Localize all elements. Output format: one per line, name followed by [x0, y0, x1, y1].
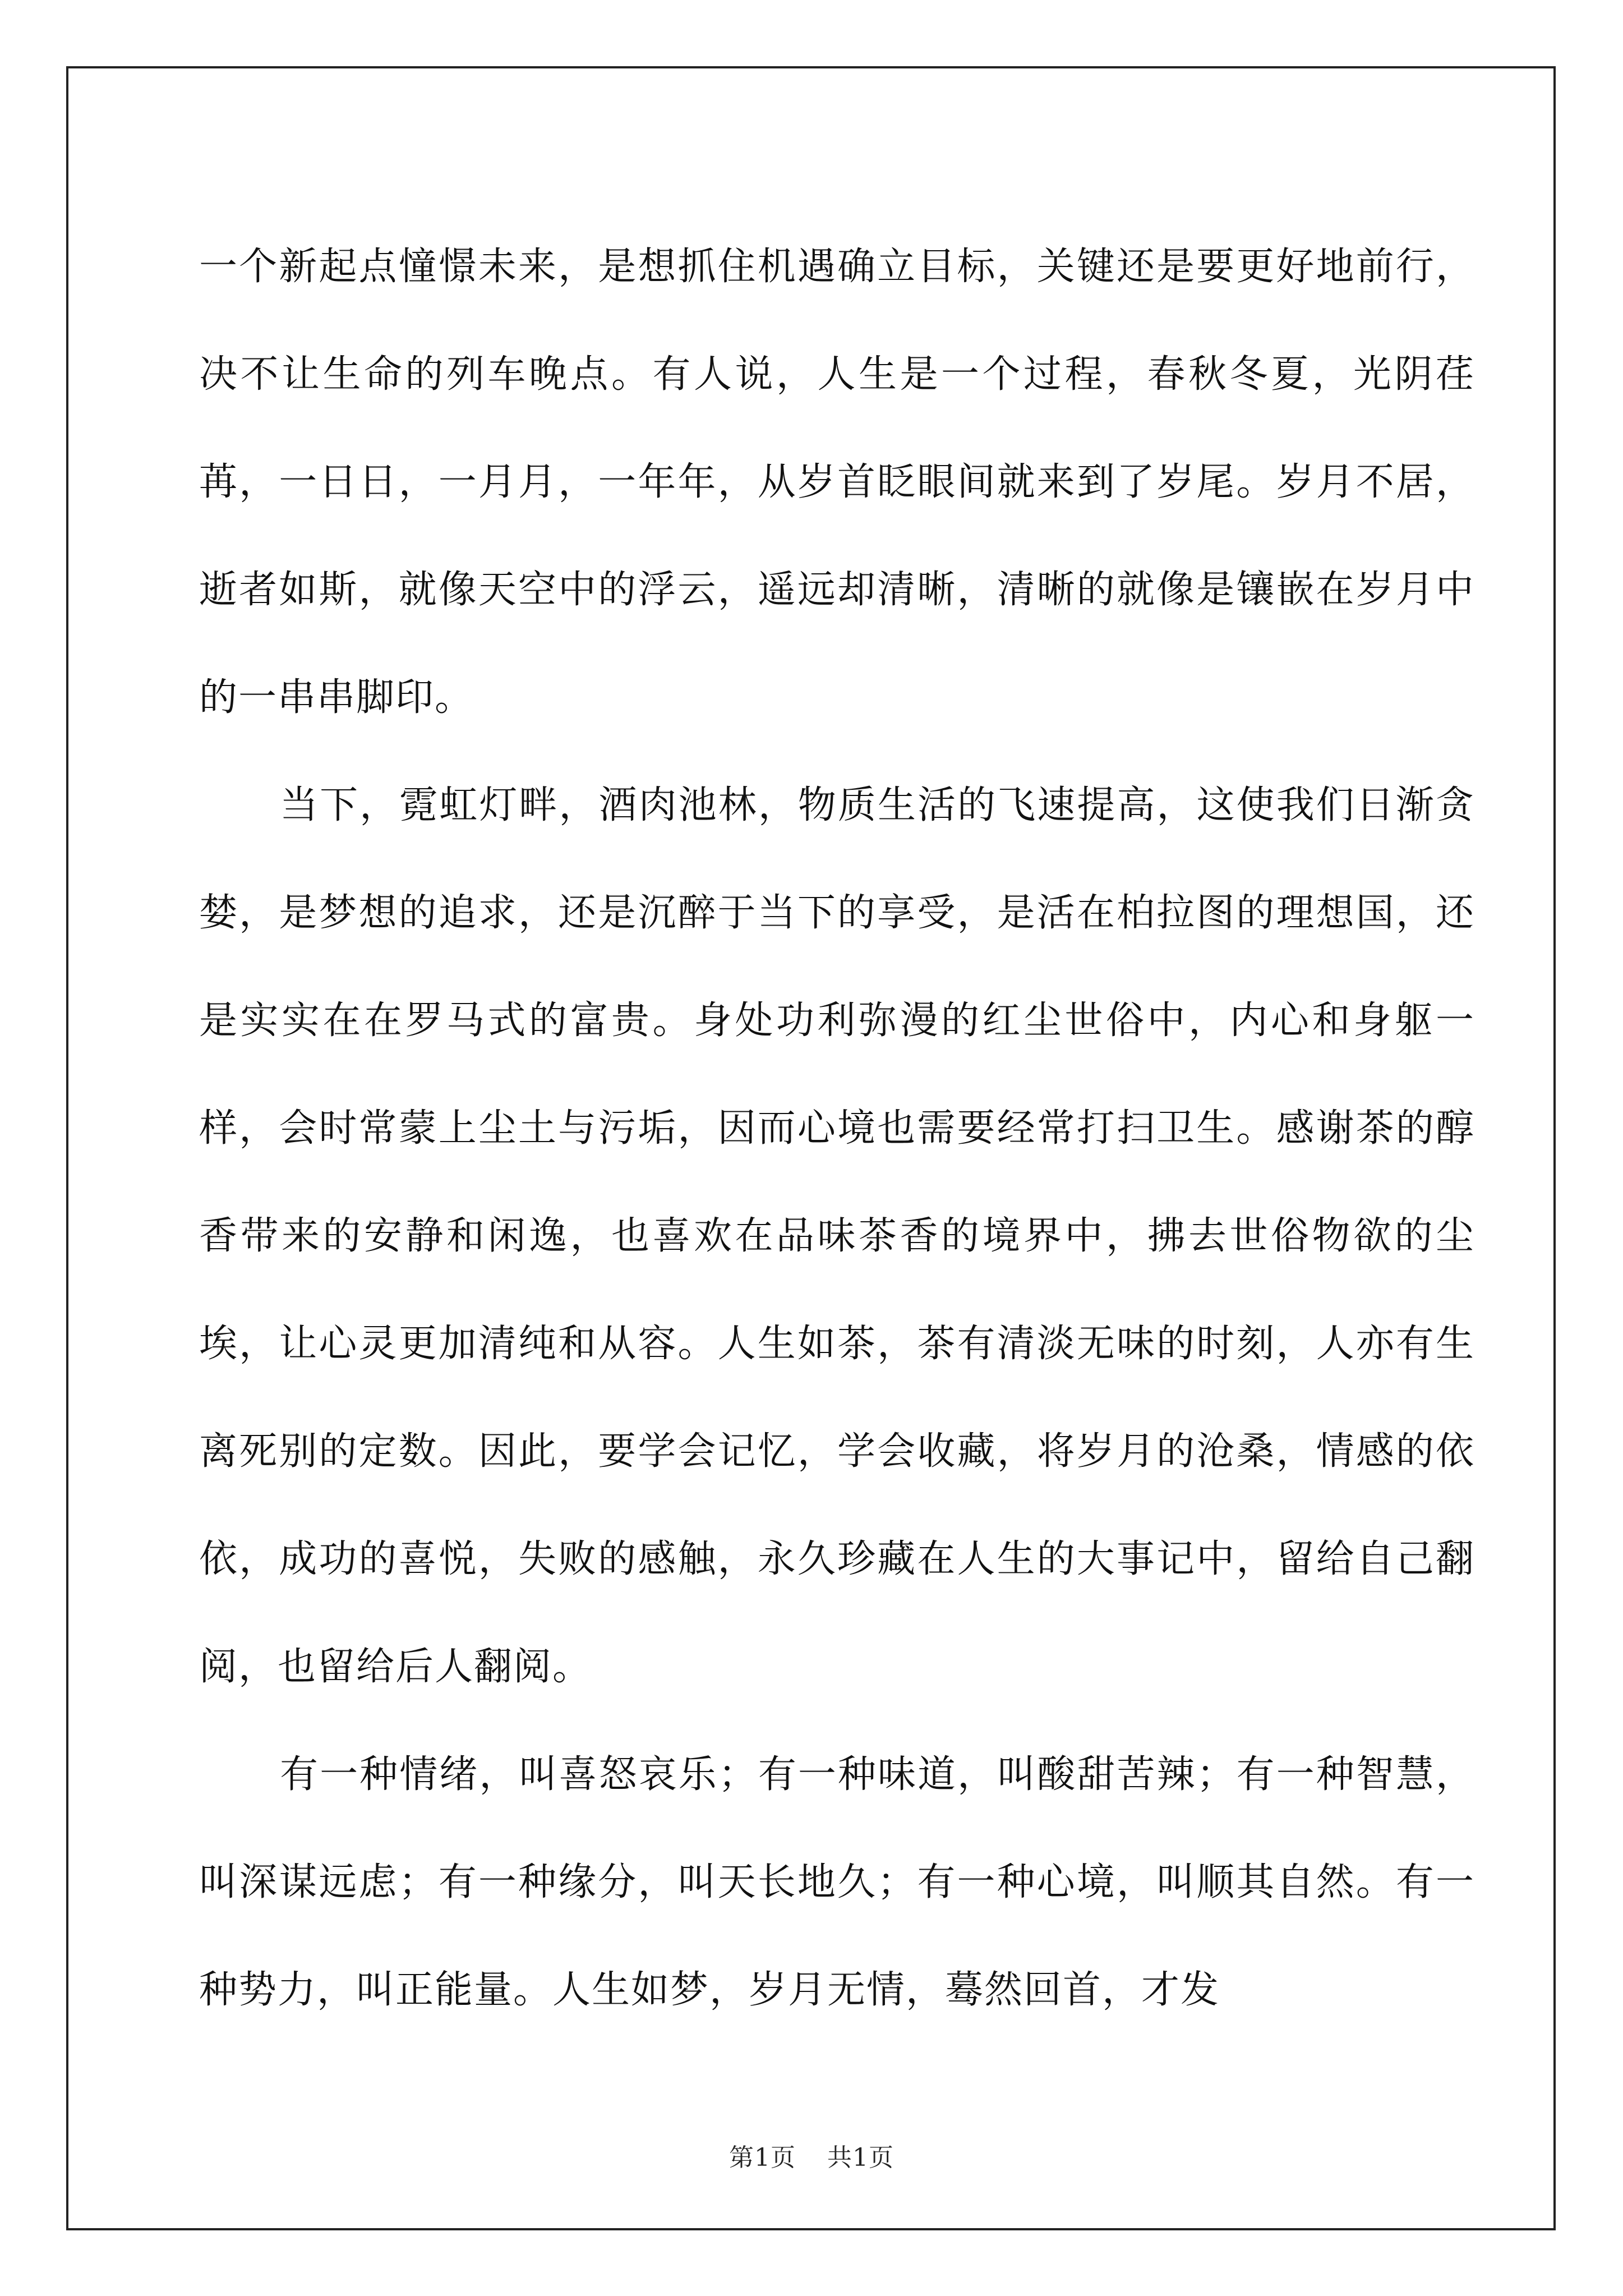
document-body	[199, 213, 1475, 2044]
paragraph-1: 一个新起点憧憬未来，是想抓住机遇确立目标，关键还是要更好地前行，决不让生命的列车晚点。有人说，人生是一个过程，春秋冬夏，光阴荏苒，一日日，一月月，一年年，从岁首眨眼间就来到了岁尾。岁月不居，逝者如斯，就像天空中的浮云，遥远却清晰，清晰的就像是镶嵌在岁月中的一串串脚印。	[199, 245, 1475, 720]
page-number-total: 共1页	[827, 2143, 894, 2172]
paragraph-2: 当下，霓虹灯畔，酒肉池林，物质生活的飞速提高，这使我们日渐贪婪，是梦想的追求，还是沉醉于当下的享受，是活在柏拉图的理想国，还是实实在在罗马式的富贵。身处功利弥漫的红尘世俗中，内心和身躯一样，会时常蒙上尘土与污垢，因而心境也需要经常打扫卫生。感谢茶的醇香带来的安静和闲逸，也喜欢在品味茶香的境界中，拂去世俗物欲的尘埃，让心灵更加清纯和从容。人生如茶，茶有清淡无味的时刻，人亦有生离死别的定数。因此，要学会记忆，学会收藏，将岁月的沧桑，情感的依依，成功的喜悦，失败的感触，永久珍藏在人生的大事记中，留给自己翻阅，也留给后人翻阅。	[199, 783, 1475, 1689]
page-number-current: 第1页	[729, 2143, 796, 2172]
paragraph-3: 有一种情绪，叫喜怒哀乐；有一种味道，叫酸甜苦辣；有一种智慧，叫深谋远虑；有一种缘分，叫天长地久；有一种心境，叫顺其自然。有一种势力，叫正能量。人生如梦，岁月无情，蓦然回首，才发	[199, 1752, 1475, 2012]
page-footer	[0, 2137, 1623, 2173]
